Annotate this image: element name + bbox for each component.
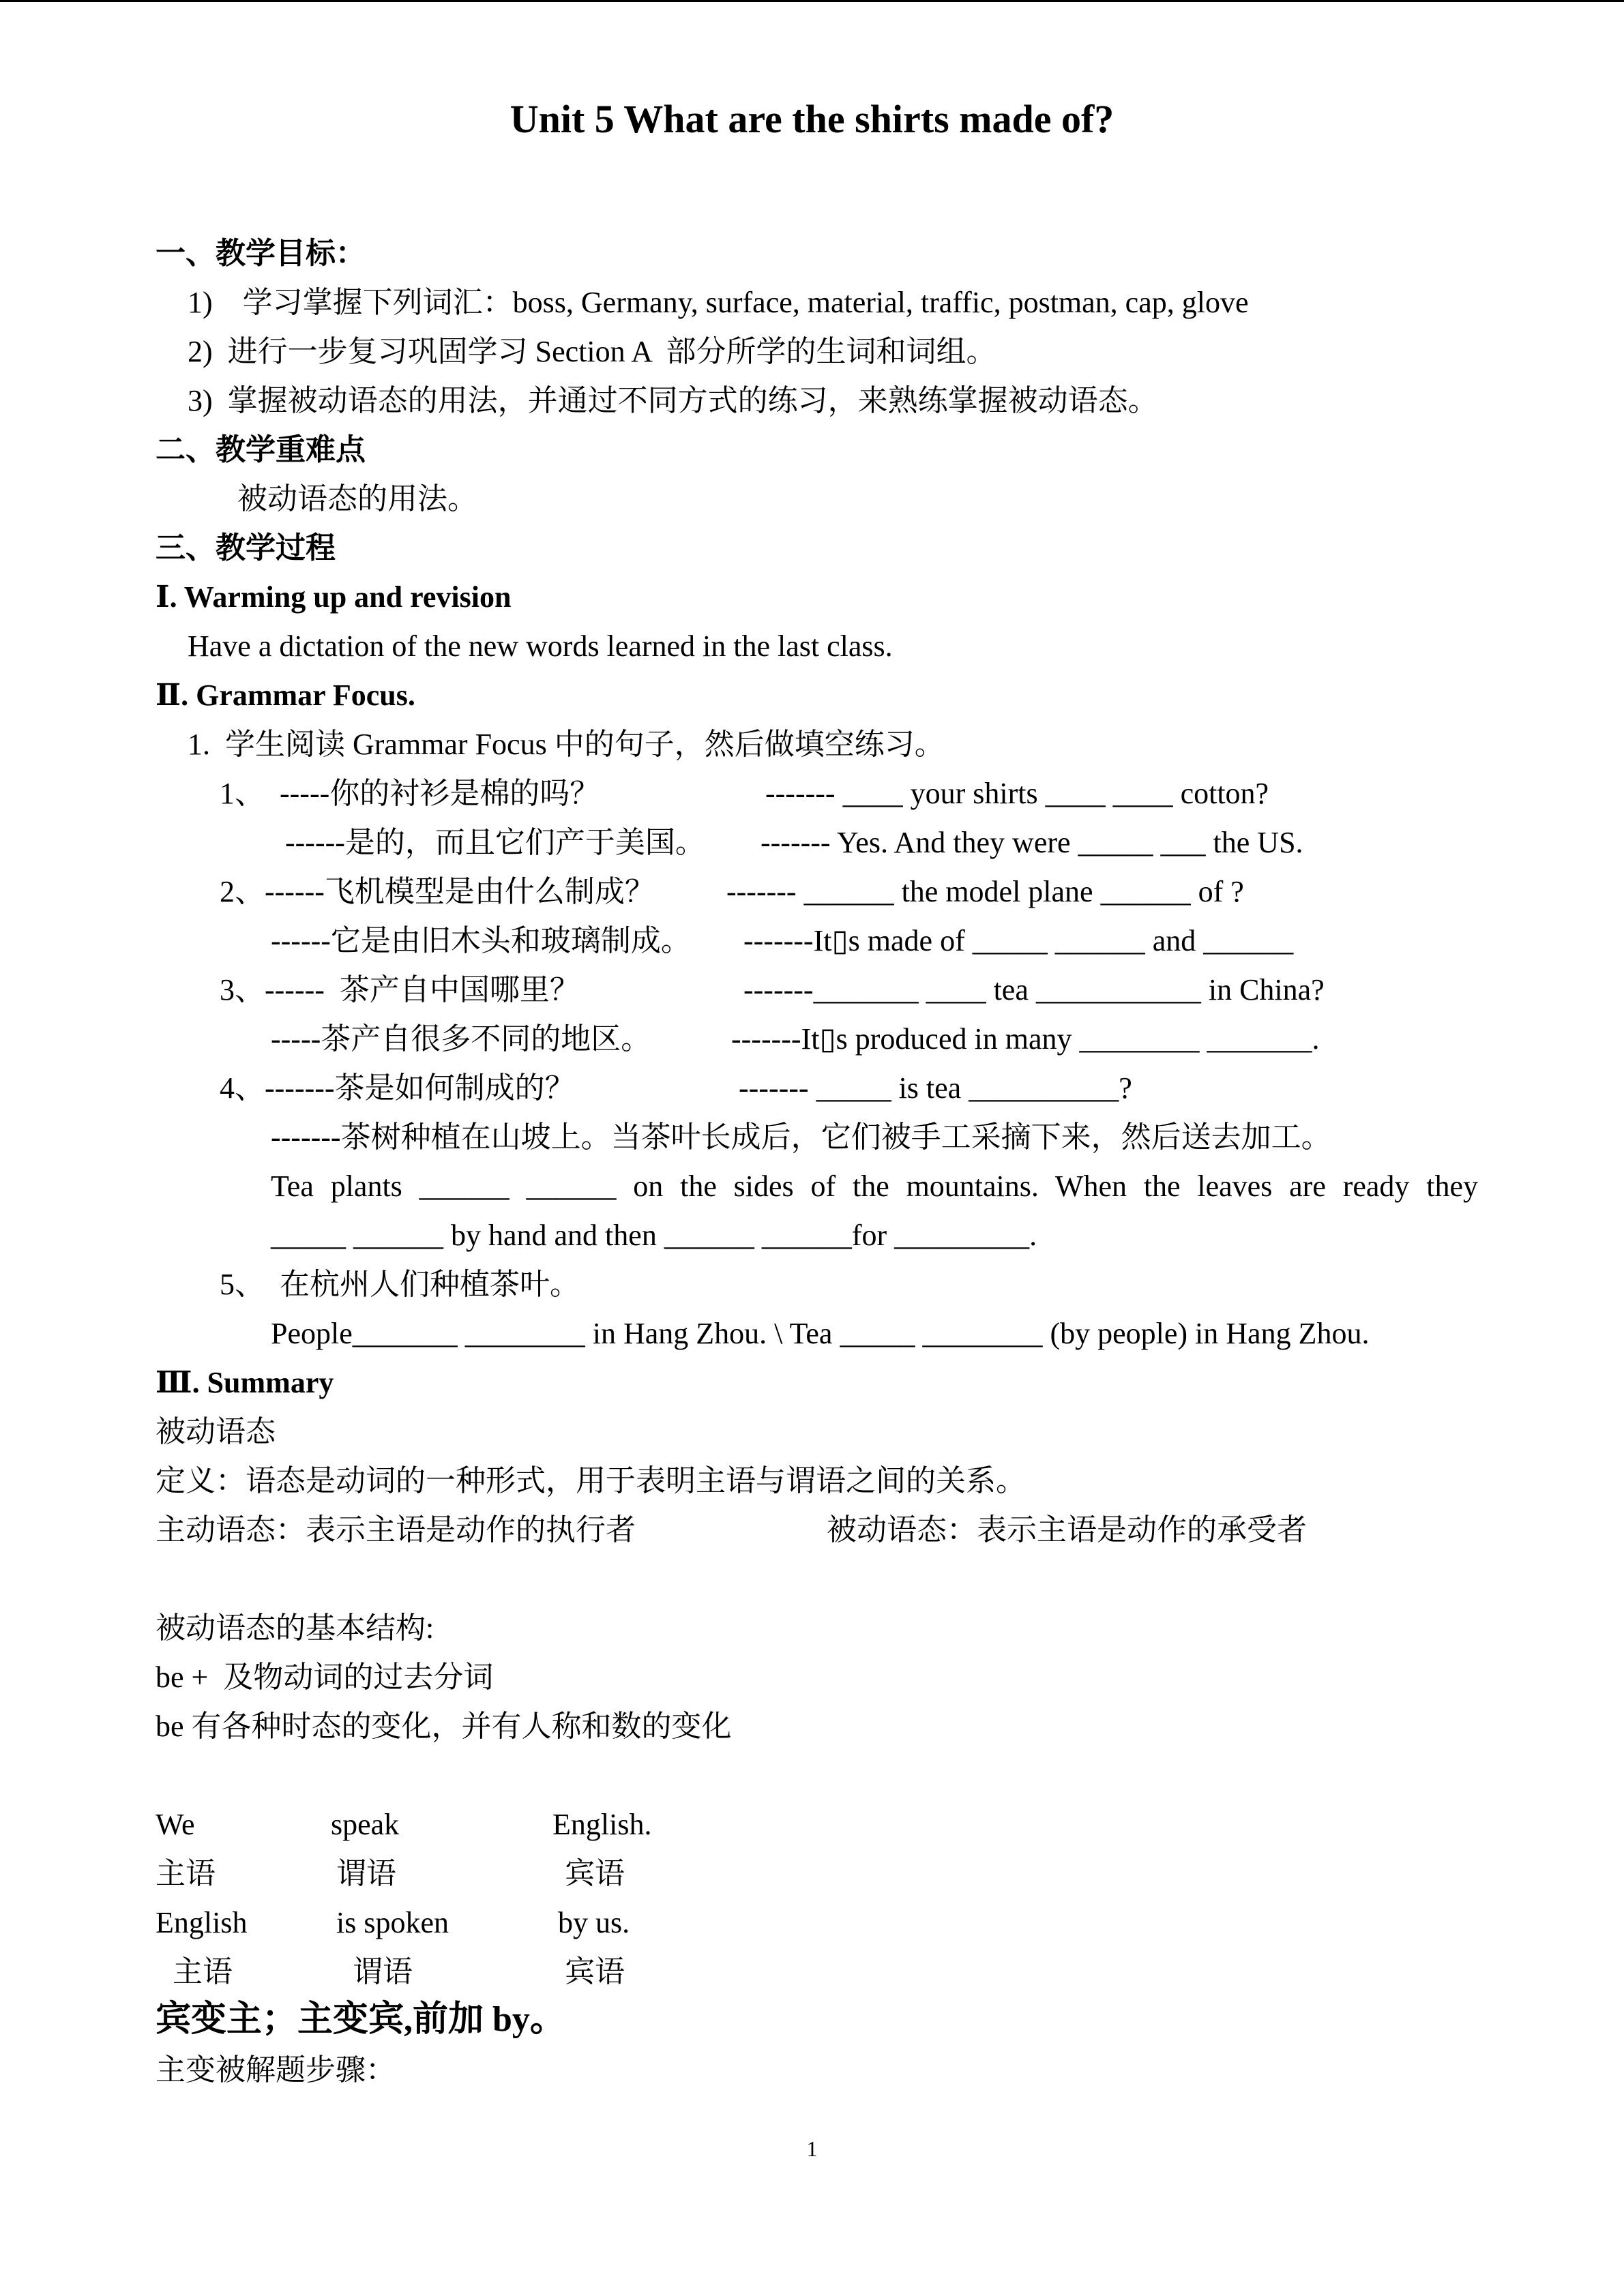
example-1-verb: speak bbox=[331, 1808, 400, 1841]
answer-4-english-line-1: Tea plants ______ ______ on the sides of the mountains. When the leaves are ready they bbox=[271, 1169, 1478, 1203]
answer-3-chinese: -----茶产自很多不同的地区。 bbox=[271, 1022, 651, 1056]
structure-formula: be + 及物动词的过去分词 bbox=[156, 1660, 494, 1694]
question-3-chinese: 3、------ 茶产自中国哪里？ bbox=[220, 973, 580, 1007]
answer-1-chinese: ------是的，而且它们产于美国。 bbox=[285, 826, 705, 859]
question-3-english: -------_______ ____ tea ___________ in China? bbox=[743, 973, 1325, 1007]
answer-3-english: -------It▯s produced in many ________ _______. bbox=[731, 1022, 1320, 1056]
top-border-line bbox=[0, 0, 1624, 2]
example-2-verb: is spoken bbox=[336, 1906, 449, 1939]
example-1-object: English. bbox=[552, 1808, 652, 1841]
question-4-chinese: 4、-------茶是如何制成的？ bbox=[220, 1071, 575, 1105]
example-2-object: by us. bbox=[558, 1906, 630, 1939]
example-1-label-subject: 主语 bbox=[156, 1857, 216, 1890]
page-number: 1 bbox=[806, 2136, 818, 2161]
example-2-subject: English bbox=[156, 1906, 248, 1939]
question-5-english: People_______ ________ in Hang Zhou. \ Tea _____ ________ (by people) in Hang Zhou. bbox=[271, 1317, 1370, 1350]
passive-voice-note: 被动语态：表示主语是动作的承受者 bbox=[827, 1513, 1307, 1547]
section-2-heading: 二、教学重难点 bbox=[156, 433, 366, 466]
objective-item-1: 1) 学习掌握下列词汇：boss, Germany, surface, material, traffic, postman, cap, glove bbox=[188, 286, 1249, 319]
example-2-label-predicate: 谓语 bbox=[353, 1955, 413, 1988]
question-1-chinese: 1、 -----你的衬衫是棉的吗？ bbox=[220, 777, 600, 810]
answer-4-english-line-2: _____ ______ by hand and then ______ ______for _________. bbox=[271, 1219, 1037, 1252]
structure-note: be 有各种时态的变化，并有人称和数的变化 bbox=[156, 1710, 732, 1743]
example-1-subject: We bbox=[156, 1808, 195, 1841]
question-4-english: ------- _____ is tea __________? bbox=[739, 1071, 1132, 1105]
example-2-label-subject: 主语 bbox=[173, 1955, 233, 1988]
summary-heading: Ⅲ. Summary bbox=[156, 1366, 334, 1399]
key-point-text: 被动语态的用法。 bbox=[237, 482, 477, 516]
answer-1-english: ------- Yes. And they were _____ ___ the US. bbox=[761, 826, 1303, 859]
answer-4-chinese: -------茶树种植在山坡上。当茶叶长成后，它们被手工采摘下来，然后送去加工。 bbox=[271, 1120, 1331, 1154]
warming-up-heading: Ⅰ. Warming up and revision bbox=[156, 580, 512, 614]
example-1-label-object: 宾语 bbox=[565, 1857, 625, 1890]
objective-item-2: 2) 进行一步复习巩固学习 Section A 部分所学的生词和词组。 bbox=[188, 335, 996, 368]
question-2-english: ------- ______ the model plane ______ of ? bbox=[726, 875, 1244, 908]
question-2-chinese: 2、------飞机模型是由什么制成？ bbox=[220, 875, 655, 908]
steps-heading: 主变被解题步骤： bbox=[156, 2053, 396, 2087]
question-5-chinese: 5、 在杭州人们种植茶叶。 bbox=[220, 1268, 580, 1301]
objective-item-3: 3) 掌握被动语态的用法，并通过不同方式的练习，来熟练掌握被动语态。 bbox=[188, 384, 1158, 417]
transformation-rule: 宾变主；主变宾,前加 by。 bbox=[156, 2000, 565, 2039]
example-1-label-predicate: 谓语 bbox=[336, 1857, 396, 1890]
question-1-english: ------- ____ your shirts ____ ____ cotton? bbox=[765, 777, 1269, 810]
answer-2-english: -------It▯s made of _____ ______ and ______ bbox=[743, 924, 1294, 957]
structure-heading: 被动语态的基本结构: bbox=[156, 1611, 434, 1645]
section-1-heading: 一、教学目标： bbox=[156, 237, 366, 270]
grammar-focus-intro: 1. 学生阅读 Grammar Focus 中的句子，然后做填空练习。 bbox=[188, 728, 945, 761]
active-voice-note: 主动语态：表示主语是动作的执行者 bbox=[156, 1513, 636, 1547]
example-2-label-object: 宾语 bbox=[565, 1955, 625, 1988]
warming-up-text: Have a dictation of the new words learned in the last class. bbox=[188, 629, 893, 663]
page-title: Unit 5 What are the shirts made of? bbox=[510, 97, 1114, 141]
summary-topic: 被动语态 bbox=[156, 1415, 276, 1448]
section-3-heading: 三、教学过程 bbox=[156, 531, 336, 565]
answer-2-chinese: ------它是由旧木头和玻璃制成。 bbox=[271, 924, 691, 957]
grammar-focus-heading: Ⅱ. Grammar Focus. bbox=[156, 679, 415, 712]
voice-definition: 定义：语态是动词的一种形式，用于表明主语与谓语之间的关系。 bbox=[156, 1464, 1026, 1497]
